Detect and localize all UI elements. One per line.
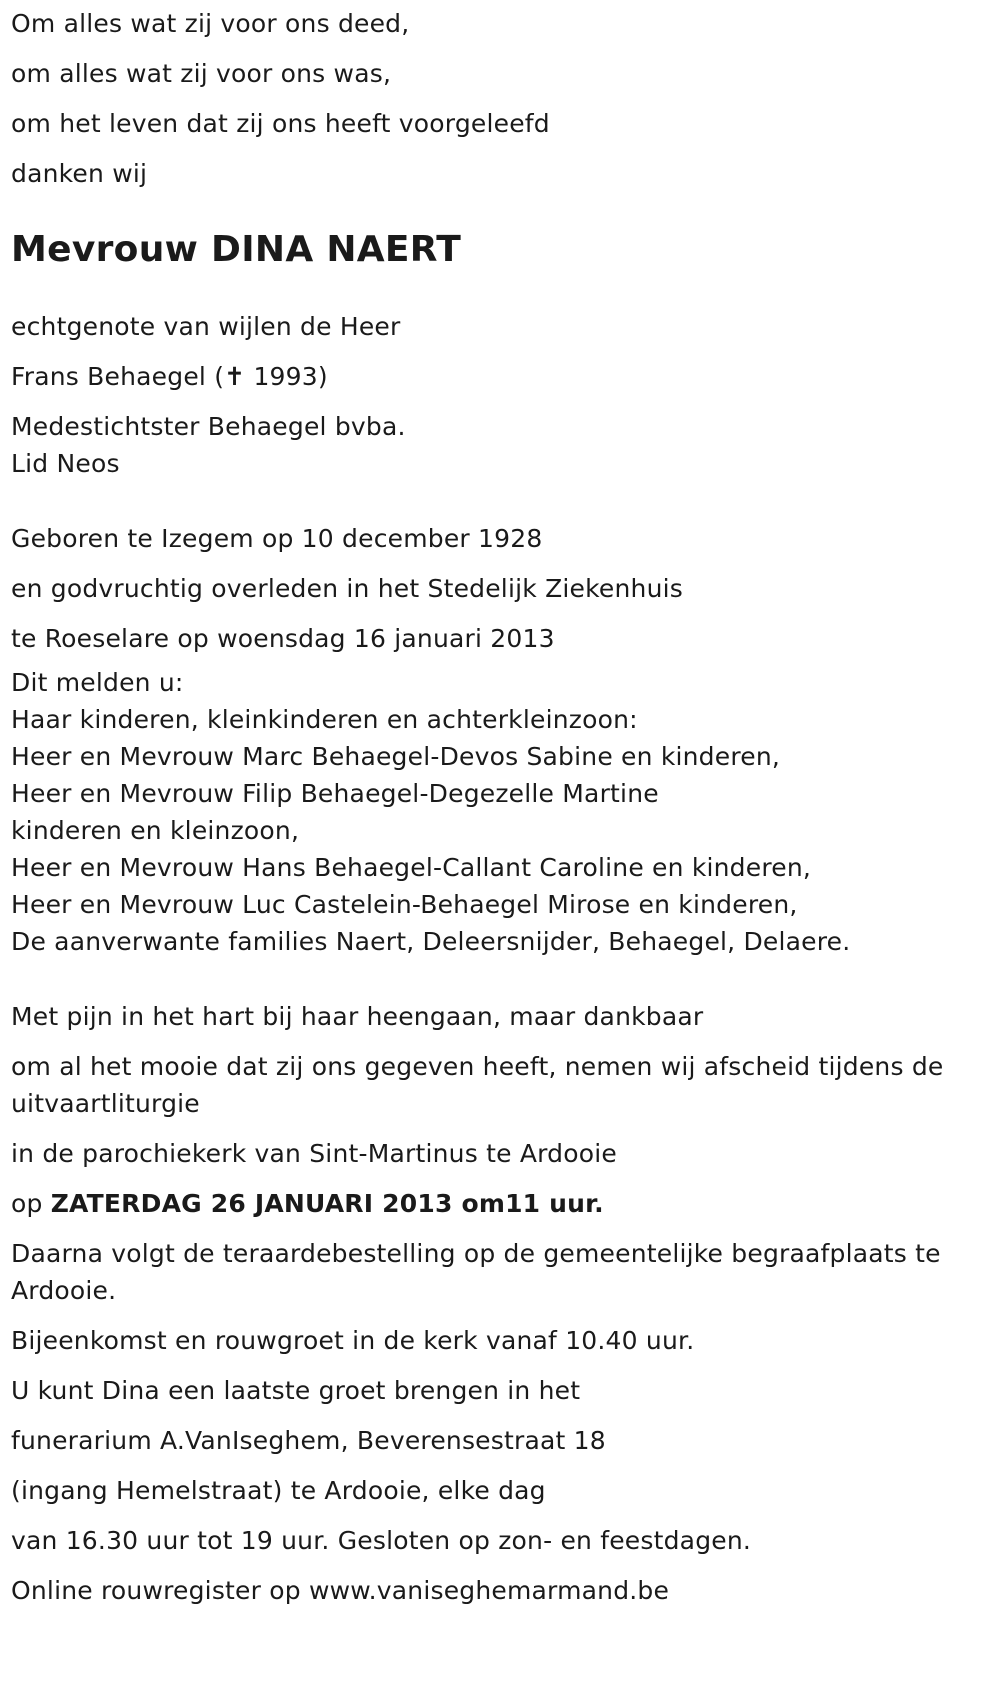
online-register-line: Online rouwregister op www.vaniseghemarmand.be (11, 1576, 670, 1605)
family-line: Heer en Mevrouw Hans Behaegel-Callant Caroline en kinderen, (11, 853, 812, 882)
family-block (11, 664, 996, 960)
ceremony-line: U kunt Dina een laatste groet brengen in het (11, 1376, 581, 1405)
family-line: Heer en Mevrouw Filip Behaegel-Degezelle Martine (11, 779, 659, 808)
birth-death-line: te Roeselare op woensdag 16 januari 2013 (11, 624, 555, 653)
ceremony-line: (ingang Hemelstraat) te Ardooie, elke dag (11, 1476, 546, 1505)
birth-death-line: en godvruchtig overleden in het Stedelijk Ziekenhuis (11, 574, 683, 603)
family-line: kinderen en kleinzoon, (11, 816, 300, 845)
ceremony-line: Bijeenkomst en rouwgroet in de kerk vanaf 10.40 uur. (11, 1326, 695, 1355)
spouse-line: Lid Neos (11, 449, 120, 478)
ceremony-line: van 16.30 uur tot 19 uur. Gesloten op zon- en feestdagen. (11, 1526, 752, 1555)
intro-verse (11, 5, 996, 192)
intro-line: danken wij (11, 159, 148, 188)
spouse-line: echtgenote van wijlen de Heer (11, 312, 401, 341)
ceremony-date: ZATERDAG 26 JANUARI 2013 om11 uur. (50, 1189, 604, 1218)
ceremony-line: Daarna volgt de teraardebestelling op de gemeentelijke begraafplaats te Ardooie. (11, 1239, 941, 1305)
family-line: De aanverwante families Naert, Deleersnijder, Behaegel, Delaere. (11, 927, 851, 956)
deceased-name: Mevrouw DINA NAERT (11, 229, 462, 270)
intro-line: om het leven dat zij ons heeft voorgeleefd (11, 109, 550, 138)
birth-death-line: Geboren te Izegem op 10 december 1928 (11, 524, 543, 553)
family-line: Dit melden u: (11, 668, 184, 697)
ceremony-line: in de parochiekerk van Sint-Martinus te Ardooie (11, 1139, 617, 1168)
ceremony-date-line (11, 1185, 996, 1222)
family-line: Heer en Mevrouw Marc Behaegel-Devos Sabine en kinderen, (11, 742, 781, 771)
family-line: Heer en Mevrouw Luc Castelein-Behaegel Mirose en kinderen, (11, 890, 798, 919)
spouse-line: Medestichtster Behaegel bvba. (11, 412, 406, 441)
ceremony-line: funerarium A.VanIseghem, Beverensestraat 18 (11, 1426, 606, 1455)
ceremony-line: Met pijn in het hart bij haar heengaan, maar dankbaar (11, 1002, 704, 1031)
ceremony-block (11, 998, 996, 1609)
ceremony-line: om al het mooie dat zij ons gegeven heeft, nemen wij afscheid tijdens de uitvaartliturgie (11, 1052, 944, 1118)
ceremony-date-prefix: op (11, 1189, 51, 1218)
birth-death-block (11, 520, 996, 657)
spouse-line: Frans Behaegel (✝ 1993) (11, 362, 328, 391)
intro-line: om alles wat zij voor ons was, (11, 59, 392, 88)
family-line: Haar kinderen, kleinkinderen en achterkleinzoon: (11, 705, 638, 734)
intro-line: Om alles wat zij voor ons deed, (11, 9, 410, 38)
spouse-block (11, 308, 996, 482)
death-notice (11, 0, 996, 1609)
